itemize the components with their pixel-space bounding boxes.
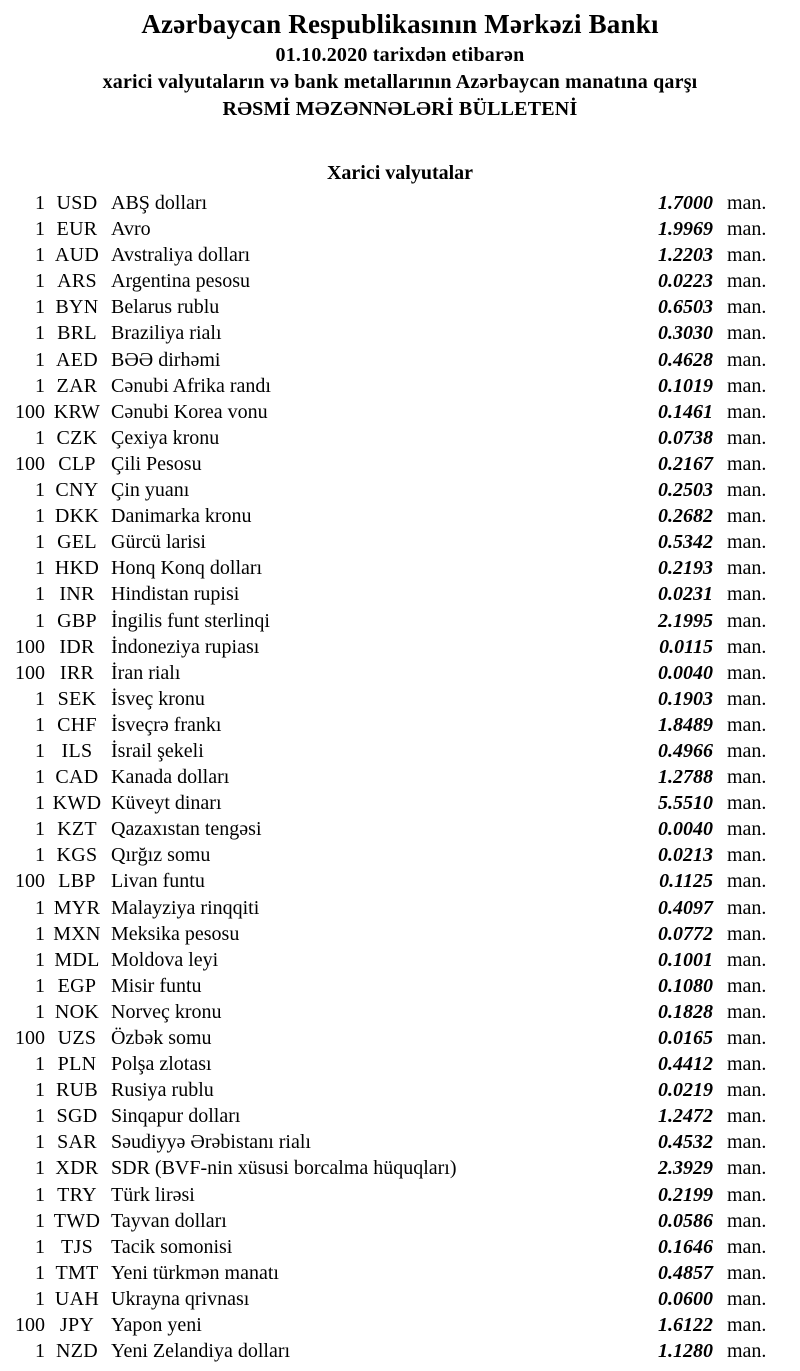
- name-cell: Çin yuanı: [111, 479, 190, 502]
- code-cell: RUB: [55, 1079, 99, 1102]
- code-cell: ZAR: [56, 374, 98, 397]
- name-cell: Yeni türkmən manatı: [111, 1261, 279, 1284]
- qty-cell: 100: [15, 635, 45, 658]
- code-cell: INR: [59, 583, 95, 606]
- qty-cell: 1: [35, 531, 45, 554]
- bank-title: Azərbaycan Respublikasının Mərkəzi Bankı: [141, 9, 659, 39]
- code-cell: UZS: [57, 1027, 97, 1049]
- qty-cell: 1: [35, 1079, 45, 1102]
- rate-cell: 0.1461: [658, 400, 713, 423]
- rate-cell: 0.4532: [658, 1131, 713, 1154]
- unit-cell: man.: [727, 1340, 767, 1363]
- name-cell: Ukrayna qrivnası: [111, 1287, 250, 1310]
- name-cell: Hindistan rupisi: [111, 583, 240, 606]
- exchange-rates-table: [0, 190, 800, 1364]
- rate-cell: 0.0115: [659, 635, 713, 658]
- unit-cell: man.: [727, 1261, 767, 1284]
- table-row: [0, 425, 800, 451]
- name-cell: Honq Konq dolları: [111, 557, 263, 580]
- code-cell: BYN: [55, 296, 99, 319]
- code-cell: MDL: [54, 948, 100, 971]
- rate-cell: 0.0600: [658, 1287, 713, 1310]
- code-cell: TWD: [53, 1209, 101, 1232]
- name-cell: Sinqapur dolları: [111, 1105, 241, 1128]
- rate-cell: 0.0772: [658, 922, 713, 945]
- name-cell: Yeni Zelandiya dolları: [111, 1340, 291, 1363]
- document-header: [0, 0, 800, 123]
- name-cell: Braziliya rialı: [111, 322, 222, 345]
- name-cell: İndoneziya rupiası: [111, 635, 260, 658]
- name-cell: İngilis funt sterlinqi: [111, 609, 270, 632]
- table-row: [0, 190, 800, 216]
- name-cell: Danimarka kronu: [111, 505, 252, 528]
- rate-cell: 0.3030: [658, 322, 713, 345]
- table-row: [0, 1338, 800, 1364]
- table-row: [0, 268, 800, 294]
- name-cell: Rusiya rublu: [111, 1079, 214, 1102]
- name-cell: Cənubi Korea vonu: [111, 400, 268, 423]
- rate-cell: 1.9969: [658, 218, 713, 241]
- name-cell: Çexiya kronu: [111, 426, 220, 449]
- code-cell: LBP: [58, 870, 96, 893]
- name-cell: Qazaxıstan tengəsi: [111, 818, 262, 841]
- qty-cell: 1: [35, 270, 45, 293]
- name-cell: Tacik somonisi: [111, 1235, 233, 1258]
- code-cell: UAH: [54, 1287, 100, 1310]
- code-cell: TMT: [55, 1261, 99, 1284]
- rate-cell: 0.1080: [658, 974, 713, 997]
- table-row: [0, 1312, 800, 1338]
- unit-cell: man.: [727, 844, 767, 867]
- code-cell: ARS: [57, 270, 97, 293]
- rate-cell: 0.2199: [658, 1183, 713, 1206]
- qty-cell: 1: [35, 1053, 45, 1076]
- name-cell: Polşa zlotası: [111, 1053, 212, 1076]
- unit-cell: man.: [727, 635, 767, 658]
- qty-cell: 100: [15, 870, 45, 893]
- rate-cell: 0.0586: [658, 1209, 713, 1232]
- code-cell: MYR: [53, 896, 101, 919]
- unit-cell: man.: [727, 818, 767, 841]
- qty-cell: 1: [35, 1261, 45, 1284]
- bulletin-title-line: RƏSMİ MƏZƏNNƏLƏRİ BÜLLETENİ: [222, 98, 578, 120]
- qty-cell: 1: [35, 1000, 45, 1023]
- qty-cell: 1: [35, 1183, 45, 1206]
- unit-cell: man.: [727, 583, 767, 606]
- name-cell: Səudiyyə Ərəbistanı rialı: [111, 1131, 311, 1154]
- rate-cell: 0.0040: [658, 818, 713, 841]
- unit-cell: man.: [727, 1000, 767, 1023]
- code-cell: CZK: [56, 426, 98, 449]
- section-title-foreign-currencies: Xarici valyutalar: [326, 162, 474, 184]
- unit-cell: man.: [727, 870, 767, 893]
- qty-cell: 1: [35, 374, 45, 397]
- table-row: [0, 399, 800, 425]
- code-cell: USD: [56, 192, 98, 214]
- table-row: [0, 947, 800, 973]
- table-row: [0, 790, 800, 816]
- code-cell: ILS: [61, 739, 93, 762]
- code-cell: JPY: [59, 1314, 95, 1337]
- code-cell: CAD: [55, 766, 99, 789]
- qty-cell: 1: [35, 818, 45, 841]
- qty-cell: 1: [35, 687, 45, 710]
- unit-cell: man.: [727, 1183, 767, 1206]
- unit-cell: man.: [727, 270, 767, 293]
- qty-cell: 1: [35, 1105, 45, 1128]
- qty-cell: 1: [35, 1340, 45, 1363]
- code-cell: AUD: [54, 244, 100, 267]
- name-cell: İsrail şekeli: [111, 739, 204, 762]
- unit-cell: man.: [727, 1314, 767, 1337]
- code-cell: EGP: [57, 974, 97, 997]
- qty-cell: 1: [35, 348, 45, 371]
- qty-cell: 100: [15, 452, 45, 475]
- table-row: [0, 451, 800, 477]
- qty-cell: 1: [35, 922, 45, 945]
- unit-cell: man.: [727, 1157, 767, 1180]
- rate-cell: 0.0738: [658, 426, 713, 449]
- rate-cell: 0.0219: [658, 1079, 713, 1102]
- qty-cell: 100: [15, 1027, 45, 1049]
- name-cell: Avstraliya dolları: [111, 244, 251, 267]
- name-cell: Kanada dolları: [111, 766, 230, 789]
- name-cell: Gürcü larisi: [111, 531, 206, 554]
- unit-cell: man.: [727, 1053, 767, 1076]
- table-row: [0, 581, 800, 607]
- unit-cell: man.: [727, 1027, 767, 1049]
- table-row: [0, 1103, 800, 1129]
- code-cell: IRR: [59, 661, 95, 684]
- rate-cell: 0.6503: [658, 296, 713, 319]
- unit-cell: man.: [727, 505, 767, 528]
- unit-cell: man.: [727, 609, 767, 632]
- code-cell: SAR: [57, 1131, 97, 1154]
- table-row: [0, 1234, 800, 1260]
- qty-cell: 100: [15, 661, 45, 684]
- unit-cell: man.: [727, 479, 767, 502]
- code-cell: NOK: [54, 1000, 100, 1023]
- code-cell: TJS: [60, 1235, 94, 1258]
- table-row: [0, 660, 800, 686]
- qty-cell: 1: [35, 322, 45, 345]
- qty-cell: 1: [35, 244, 45, 267]
- name-cell: Moldova leyi: [111, 948, 219, 971]
- code-cell: NZD: [55, 1340, 98, 1363]
- unit-cell: man.: [727, 1105, 767, 1128]
- rate-cell: 0.4412: [658, 1053, 713, 1076]
- name-cell: Misir funtu: [111, 974, 202, 997]
- qty-cell: 1: [35, 948, 45, 971]
- qty-cell: 1: [35, 505, 45, 528]
- unit-cell: man.: [727, 322, 767, 345]
- unit-cell: man.: [727, 687, 767, 710]
- unit-cell: man.: [727, 374, 767, 397]
- qty-cell: 1: [35, 1209, 45, 1232]
- qty-cell: 1: [35, 974, 45, 997]
- rate-cell: 0.4097: [658, 896, 713, 919]
- unit-cell: man.: [727, 400, 767, 423]
- unit-cell: man.: [727, 896, 767, 919]
- code-cell: SGD: [56, 1105, 98, 1128]
- rate-cell: 0.1001: [658, 948, 713, 971]
- qty-cell: 1: [35, 739, 45, 762]
- qty-cell: 1: [35, 583, 45, 606]
- code-cell: TRY: [57, 1183, 97, 1206]
- rate-cell: 0.1828: [658, 1000, 713, 1023]
- name-cell: Norveç kronu: [111, 1000, 222, 1023]
- code-cell: BRL: [57, 322, 97, 345]
- code-cell: EUR: [56, 218, 98, 241]
- unit-cell: man.: [727, 426, 767, 449]
- code-cell: CNY: [55, 479, 99, 502]
- unit-cell: man.: [727, 1209, 767, 1232]
- rate-cell: 2.3929: [658, 1157, 713, 1180]
- rate-cell: 0.0165: [658, 1027, 713, 1049]
- effective-date-line: 01.10.2020 tarixdən etibarən: [275, 44, 525, 66]
- rate-cell: 5.5510: [658, 792, 713, 815]
- table-row: [0, 764, 800, 790]
- name-cell: Meksika pesosu: [111, 922, 240, 945]
- unit-cell: man.: [727, 531, 767, 554]
- table-row: [0, 738, 800, 764]
- code-cell: IDR: [59, 635, 95, 658]
- name-cell: Avro: [111, 218, 151, 241]
- name-cell: Çili Pesosu: [111, 452, 202, 475]
- qty-cell: 1: [35, 192, 45, 214]
- table-row: [0, 373, 800, 399]
- rate-cell: 1.6122: [658, 1314, 713, 1337]
- unit-cell: man.: [727, 244, 767, 267]
- table-row: [0, 1077, 800, 1103]
- qty-cell: 1: [35, 426, 45, 449]
- code-cell: CHF: [57, 713, 97, 736]
- unit-cell: man.: [727, 1131, 767, 1154]
- table-row: [0, 1129, 800, 1155]
- code-cell: KZT: [57, 818, 97, 841]
- qty-cell: 1: [35, 792, 45, 815]
- unit-cell: man.: [727, 792, 767, 815]
- table-row: [0, 686, 800, 712]
- table-row: [0, 895, 800, 921]
- rate-cell: 0.0213: [658, 844, 713, 867]
- code-cell: KGS: [56, 844, 98, 867]
- code-cell: XDR: [55, 1157, 99, 1180]
- rate-cell: 0.5342: [658, 531, 713, 554]
- table-row: [0, 608, 800, 634]
- table-row: [0, 712, 800, 738]
- name-cell: İran rialı: [111, 661, 181, 684]
- table-row: [0, 320, 800, 346]
- rate-cell: 0.0223: [658, 270, 713, 293]
- table-row: [0, 973, 800, 999]
- table-row: [0, 1182, 800, 1208]
- table-row: [0, 634, 800, 660]
- rate-cell: 0.2193: [658, 557, 713, 580]
- qty-cell: 1: [35, 1287, 45, 1310]
- name-cell: Yapon yeni: [111, 1314, 202, 1337]
- code-cell: MXN: [53, 922, 101, 945]
- unit-cell: man.: [727, 296, 767, 319]
- code-cell: CLP: [58, 452, 96, 475]
- rate-cell: 1.8489: [658, 713, 713, 736]
- unit-cell: man.: [727, 922, 767, 945]
- table-row: [0, 529, 800, 555]
- name-cell: Livan funtu: [111, 870, 205, 893]
- name-cell: ABŞ dolları: [111, 192, 208, 214]
- qty-cell: 1: [35, 713, 45, 736]
- code-cell: SEK: [57, 687, 97, 710]
- qty-cell: 1: [35, 896, 45, 919]
- name-cell: Türk lirəsi: [111, 1183, 195, 1206]
- qty-cell: 1: [35, 844, 45, 867]
- name-cell: Malayziya rinqqiti: [111, 896, 260, 919]
- rate-cell: 0.1019: [658, 374, 713, 397]
- unit-cell: man.: [727, 974, 767, 997]
- code-cell: KRW: [53, 400, 101, 423]
- rate-cell: 0.1646: [658, 1235, 713, 1258]
- rate-cell: 0.2503: [658, 479, 713, 502]
- unit-cell: man.: [727, 1235, 767, 1258]
- name-cell: İsveçrə frankı: [111, 713, 222, 736]
- table-row: [0, 1286, 800, 1312]
- unit-cell: man.: [727, 1079, 767, 1102]
- table-row: [0, 1208, 800, 1234]
- table-row: [0, 921, 800, 947]
- unit-cell: man.: [727, 1287, 767, 1310]
- code-cell: GBP: [57, 609, 97, 632]
- qty-cell: 1: [35, 218, 45, 241]
- rate-cell: 2.1995: [658, 609, 713, 632]
- rate-cell: 1.1280: [658, 1340, 713, 1363]
- table-row: [0, 294, 800, 320]
- qty-cell: 1: [35, 296, 45, 319]
- unit-cell: man.: [727, 557, 767, 580]
- unit-cell: man.: [727, 218, 767, 241]
- code-cell: PLN: [57, 1053, 97, 1076]
- code-cell: AED: [55, 348, 98, 371]
- table-row: [0, 842, 800, 868]
- table-row: [0, 555, 800, 581]
- unit-cell: man.: [727, 661, 767, 684]
- table-row: [0, 503, 800, 529]
- name-cell: Qırğız somu: [111, 844, 211, 867]
- name-cell: Küveyt dinarı: [111, 792, 222, 815]
- rate-cell: 0.2682: [658, 505, 713, 528]
- table-row: [0, 868, 800, 894]
- rate-cell: 0.0040: [658, 661, 713, 684]
- name-cell: Tayvan dolları: [111, 1209, 227, 1232]
- qty-cell: 1: [35, 1235, 45, 1258]
- rate-cell: 0.1125: [659, 870, 713, 893]
- code-cell: KWD: [52, 792, 102, 815]
- qty-cell: 1: [35, 479, 45, 502]
- name-cell: Belarus rublu: [111, 296, 220, 319]
- qty-cell: 1: [35, 609, 45, 632]
- rate-cell: 1.2472: [658, 1105, 713, 1128]
- unit-cell: man.: [727, 713, 767, 736]
- rate-cell: 0.0231: [658, 583, 713, 606]
- table-row: [0, 1155, 800, 1181]
- code-cell: GEL: [57, 531, 97, 554]
- name-cell: BƏƏ dirhəmi: [111, 348, 221, 371]
- table-row: [0, 999, 800, 1025]
- code-cell: DKK: [54, 505, 100, 528]
- unit-cell: man.: [727, 948, 767, 971]
- qty-cell: 100: [15, 400, 45, 423]
- name-cell: SDR (BVF-nin xüsusi borcalma hüquqları): [111, 1157, 457, 1180]
- code-cell: HKD: [54, 557, 100, 580]
- qty-cell: 1: [35, 1157, 45, 1180]
- name-cell: Argentina pesosu: [111, 270, 251, 293]
- name-cell: Özbək somu: [111, 1027, 212, 1049]
- name-cell: Cənubi Afrika randı: [111, 374, 271, 397]
- rate-cell: 1.7000: [658, 192, 713, 214]
- name-cell: İsveç kronu: [111, 687, 205, 710]
- table-row: [0, 1260, 800, 1286]
- table-row: [0, 477, 800, 503]
- qty-cell: 1: [35, 557, 45, 580]
- qty-cell: 100: [15, 1314, 45, 1337]
- subtitle-line: xarici valyutaların və bank metallarının Azərbaycan manatına qarşı: [102, 71, 698, 93]
- qty-cell: 1: [35, 766, 45, 789]
- rate-cell: 0.1903: [658, 687, 713, 710]
- unit-cell: man.: [727, 192, 767, 214]
- table-row: [0, 216, 800, 242]
- rate-cell: 1.2203: [658, 244, 713, 267]
- table-row: [0, 1025, 800, 1051]
- rate-cell: 0.4966: [658, 739, 713, 762]
- unit-cell: man.: [727, 348, 767, 371]
- unit-cell: man.: [727, 766, 767, 789]
- table-row: [0, 816, 800, 842]
- unit-cell: man.: [727, 452, 767, 475]
- table-row: [0, 1051, 800, 1077]
- rate-cell: 1.2788: [658, 766, 713, 789]
- rate-cell: 0.4857: [658, 1261, 713, 1284]
- rate-cell: 0.2167: [658, 452, 713, 475]
- table-row: [0, 242, 800, 268]
- unit-cell: man.: [727, 739, 767, 762]
- table-row: [0, 347, 800, 373]
- rate-cell: 0.4628: [658, 348, 713, 371]
- qty-cell: 1: [35, 1131, 45, 1154]
